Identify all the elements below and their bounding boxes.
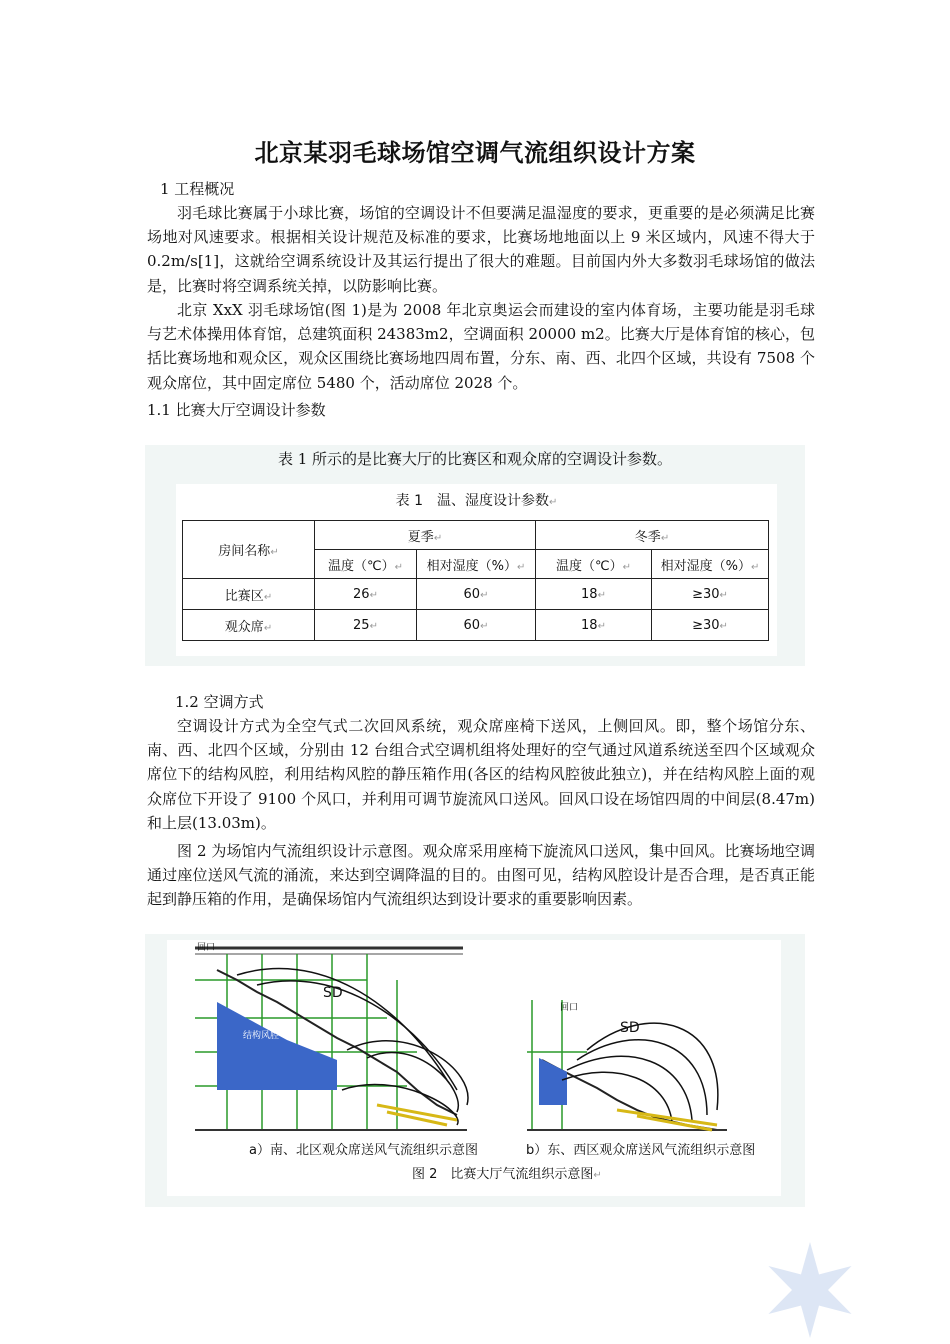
diagram-label-return-b: 回口	[560, 1003, 579, 1013]
paragraph-ac-mode-2: 图 2 为场馆内气流组织设计示意图。观众席采用座椅下旋流风口送风，集中回风。比赛场地空调通过座位送风气流的涌流，来达到空调降温的目的。由图可见，结构风腔设计是否合理，是否真正能起到静压箱的作用，是确保场馆内气流组织达到设计要求的重要影响因素。	[147, 842, 815, 909]
table-row	[183, 579, 769, 610]
cell-summer-rh: 60↵	[417, 610, 536, 641]
figure-2b-caption: b）东、西区观众席送风气流组织示意图	[526, 1143, 756, 1158]
header-room-name: 房间名称↵	[183, 521, 315, 579]
header-summer: 夏季↵	[315, 521, 536, 550]
table-1-image	[176, 484, 777, 656]
cell-summer-rh: 60↵	[417, 579, 536, 610]
figure-2-frame	[145, 934, 805, 1207]
cell-winter-temp: 18↵	[536, 579, 652, 610]
cell-summer-temp: 25↵	[315, 610, 417, 641]
cell-summer-temp: 26↵	[315, 579, 417, 610]
table-intro: 表 1 所示的是比赛大厅的比赛区和观众席的空调设计参数。	[277, 450, 673, 468]
figure-2a-caption: a）南、北区观众席送风气流组织示意图	[249, 1143, 478, 1158]
paragraph-ac-mode-1: 空调设计方式为全空气式二次回风系统，观众席座椅下送风，上侧回风。即，整个场馆分东、南、西、北四个区域，分别由 12 台组合式空调机组将处理好的空气通过风道系统送至四个区域观众席位下的结构风腔，利用结构风腔的静压箱作用(各区的结构风腔彼此独立)，并在结构风腔上面的观众席位下开设了 9100 个风口，并利用可调节旋流风口送风。回风口设在场馆四周的中间层(8.47m)和上层(13.03m)。	[147, 717, 815, 832]
section-1-2-heading: 1.2 空调方式	[175, 693, 264, 711]
section-1-1-heading: 1.1 比赛大厅空调设计参数	[147, 401, 326, 419]
diagram-label-return-a: 回口	[197, 943, 216, 953]
paragraph-overview-2: 北京 XxX 羽毛球场馆(图 1)是为 2008 年北京奥运会而建设的室内体育场，主要功能是羽毛球与艺术体操用体育馆，总建筑面积 24383m2，空调面积 20000 m2。比赛大厅是体育馆的核心，包括比赛场地和观众区，观众区围绕比赛场地四周布置，分东、南、西、北四个区域，共设有 7508 个观众席位，其中固定席位 5480 个，活动席位 2028 个。	[147, 301, 815, 392]
header-summer-temp: 温度（℃）↵	[315, 550, 417, 579]
figure-2-image	[167, 940, 781, 1196]
table-1-title: 表 1 温、湿度设计参数↵	[395, 493, 558, 509]
cell-winter-temp: 18↵	[536, 610, 652, 641]
paragraph-overview-1: 羽毛球比赛属于小球比赛，场馆的空调设计不但要满足温湿度的要求，更重要的是必须满足比赛场地对风速要求。根据相关设计规范及标准的要求，比赛场地地面以上 9 米区域内，风速不得大于 0.2m/s[1]，这就给空调系统设计及其运行提出了很大的难题。目前国内外大多数羽毛球场馆的做法是，比赛时将空调系统关掉，以防影响比赛。	[147, 204, 815, 295]
airflow-diagram-a	[195, 948, 468, 1130]
cell-winter-rh: ≥30↵	[652, 610, 769, 641]
diagram-label-sd-b: SD	[620, 1020, 640, 1036]
header-summer-rh: 相对湿度（%）↵	[417, 550, 536, 579]
page-title: 北京某羽毛球场馆空调气流组织设计方案	[254, 139, 696, 167]
section-1-heading: 1 工程概况	[160, 180, 235, 198]
header-winter-temp: 温度（℃）↵	[536, 550, 652, 579]
snowflake-watermark-icon	[760, 1240, 860, 1340]
header-winter-rh: 相对湿度（%）↵	[652, 550, 769, 579]
diagram-label-cavity: 结构风腔	[243, 1031, 280, 1041]
table-1-frame	[145, 445, 805, 666]
cell-winter-rh: ≥30↵	[652, 579, 769, 610]
row-name: 观众席↵	[183, 610, 315, 641]
figure-2-caption: 图 2 比赛大厅气流组织示意图↵	[412, 1167, 602, 1182]
design-parameter-table	[182, 520, 769, 641]
table-row	[183, 610, 769, 641]
header-winter: 冬季↵	[536, 521, 769, 550]
row-name: 比赛区↵	[183, 579, 315, 610]
diagram-label-sd-a: SD	[323, 985, 343, 1001]
